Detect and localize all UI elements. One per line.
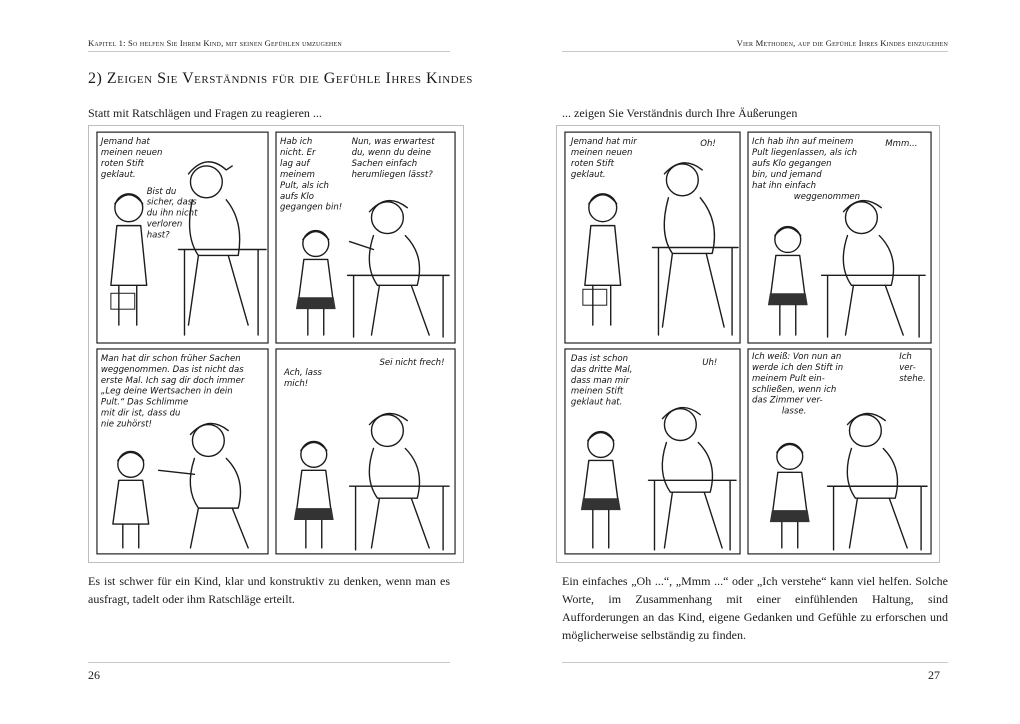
- speech-bubble-adult-p4: Sei nicht frech!: [379, 357, 445, 368]
- comic-strip-left: [88, 125, 464, 563]
- body-paragraph-right: Ein einfaches „Oh ...“, „Mmm ...“ oder „Ich verstehe“ kann viel helfen. Solche Worte, im Zusammenhang mit einer einfühlenden Haltung, sind Aufforderungen an das Kind, eigene Gedanken und Gefühle zu erforschen und möglicherweise selbständig zu finden.: [562, 574, 948, 642]
- page-number-left: 26: [88, 668, 100, 682]
- header-rule-left: [88, 51, 450, 52]
- header-rule-right: [562, 51, 948, 52]
- comic-strip-left-drawing: [89, 126, 463, 562]
- body-text-left: [88, 572, 450, 608]
- speech-bubble-child-p2: Ich hab ihn auf meinem Pult liegenlassen, als ich aufs Klo gegangen bin, und jemand hat ihn einfach weggenommen: [751, 137, 861, 202]
- speech-bubble-adult-p3: Uh!: [702, 357, 718, 368]
- speech-bubble-adult-p1: Bist du sicher, dass du ihn nicht verloren hast?: [146, 186, 198, 241]
- speech-bubble-child-p2: Hab ich nicht. Er lag auf meinem Pult, als ich aufs Klo gegangen bin!: [279, 137, 343, 213]
- body-paragraph-left: Es ist schwer für ein Kind, klar und konstruktiv zu denken, wenn man es ausfragt, tadelt oder ihm Ratschläge erteilt.: [88, 574, 450, 606]
- footer-rule-right: [562, 662, 948, 663]
- speech-bubble-adult-p2: Mmm...: [885, 139, 918, 150]
- right-caption: ... zeigen Sie Verständnis durch Ihre Äußerungen: [562, 106, 798, 120]
- speech-bubble-adult-p2: Nun, was erwartest du, wenn du deine Sachen einfach herumliegen lässt?: [351, 137, 435, 180]
- running-head-right: Vier Methoden, auf die Gefühle Ihres Kindes einzugehen: [736, 38, 948, 48]
- speech-bubble-child-p3: Das ist schon das dritte Mal, dass man mir meinen Stift geklaut hat.: [570, 353, 633, 408]
- speech-bubble-adult-p4: Ich ver- stehe.: [899, 351, 926, 384]
- speech-bubble-adult-p1: Oh!: [700, 139, 716, 150]
- speech-bubble-child-p1: Jemand hat mir meinen neuen roten Stift geklaut.: [570, 137, 637, 180]
- speech-bubble-child-p4: Ach, lass mich!: [283, 367, 322, 389]
- footer-rule-left: [88, 662, 450, 663]
- comic-strip-right: [556, 125, 940, 563]
- speech-bubble-adult-p3: Man hat dir schon früher Sachen weggenommen. Das ist nicht das erste Mal. Ich sag dir doch immer „Leg deine Wertsachen in dein Pult.“ Das Schlimme mit dir ist, dass du nie zuhörst!: [100, 353, 245, 430]
- speech-bubble-child-p1: Jemand hat meinen neuen roten Stift geklaut.: [100, 137, 163, 180]
- speech-bubble-child-p4: Ich weiß: Von nun an werde ich den Stift in meinem Pult ein- schließen, wenn ich das Zimmer ver- lasse.: [751, 351, 844, 417]
- body-text-right: [562, 572, 948, 644]
- left-caption: Statt mit Ratschlägen und Fragen zu reagieren ...: [88, 106, 322, 120]
- comic-strip-right-drawing: [557, 126, 939, 562]
- running-head-left: Kapitel 1: So helfen Sie Ihrem Kind, mit seinen Gefühlen umzugehen: [88, 38, 342, 48]
- section-title: 2) Zeigen Sie Verständnis für die Gefühle Ihres Kindes: [88, 70, 473, 87]
- page-number-right: 27: [928, 668, 940, 682]
